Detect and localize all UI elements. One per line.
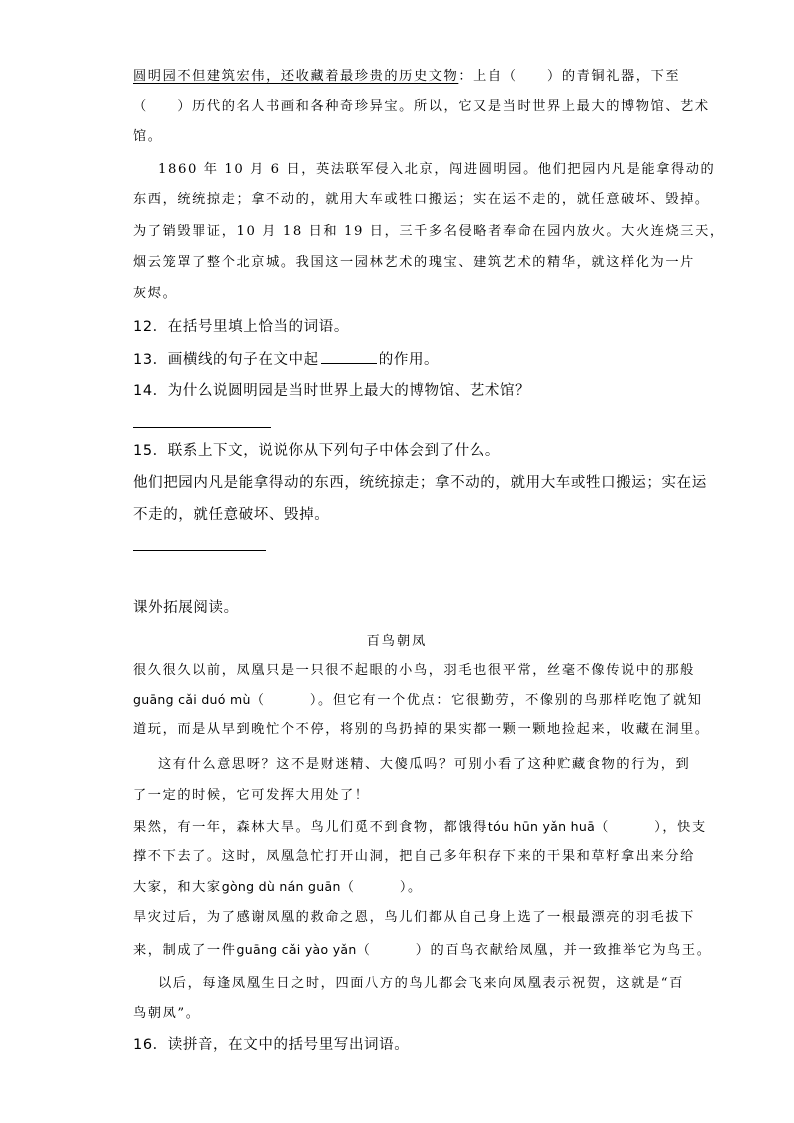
pinyin: guāng cǎi duó mù	[133, 692, 251, 707]
section-heading: 课外拓展阅读。	[133, 600, 239, 616]
passage-line: 圆明园不但建筑宏伟，还收藏着最珍贵的历史文物：上自（ ）的青铜礼器，下至	[133, 69, 681, 84]
passage-line: 了一定的时候，它可发挥大用处了！	[133, 788, 370, 803]
passage-line: 这有什么意思呀？这不是财迷精、大傻瓜吗？可别小看了这种贮藏食物的行为，到	[158, 757, 691, 772]
underlined-sentence: 圆明园不但建筑宏伟，还收藏着最珍贵的历史文物	[133, 69, 459, 84]
passage-line: 为了销毁罪证，10 月 18 日和 19 日，三千多名侵略者奉命在园内放火。大火连烧三天，	[133, 224, 725, 239]
question-14: 14．为什么说圆明园是当时世界上最大的博物馆、艺术馆？	[133, 383, 531, 399]
answer-line[interactable]	[133, 427, 271, 428]
question-15: 15．联系上下文，说说你从下列句子中体会到了什么。	[133, 443, 500, 459]
passage-line: 烟云笼罩了整个北京城。我国这一园林艺术的瑰宝、建筑艺术的精华，就这样化为一片	[133, 255, 695, 270]
passage-line: 鸟朝凤”。	[133, 1006, 201, 1021]
question-13: 13．画横线的句子在文中起 的作用。	[133, 348, 439, 371]
pinyin: guāng cǎi yào yǎn	[236, 942, 357, 957]
passage-line: 以后，每逢凤凰生日之时，四面八方的鸟儿都会飞来向凤凰表示祝贺，这就是“百	[158, 976, 684, 991]
passage-title: 百鸟朝凤	[366, 634, 428, 649]
passage-line: 很久很久以前，凤凰只是一只很不起眼的小鸟，羽毛也很平常，丝毫不像传说中的那般	[133, 663, 695, 678]
passage-line: 撑不下去了。这时，凤凰急忙打开山洞，把自己多年积存下来的干果和草籽拿出来分给	[133, 849, 695, 864]
passage-line: 馆。	[133, 129, 163, 144]
passage-line: 旱灾过后，为了感谢凤凰的救命之恩，鸟儿们都从自己身上选了一根最漂亮的羽毛拔下	[133, 910, 695, 925]
passage-line: guāng cǎi duó mù（ ）。但它有一个优点：它很勤劳，不像别的鸟那样吃饱了就知	[133, 692, 703, 708]
question-12: 12．在括号里填上恰当的词语。	[133, 319, 349, 335]
passage-line: 来，制成了一件guāng cǎi yào yǎn（ ）的百鸟衣献给凤凰，并一致推举它为鸟王。	[133, 942, 712, 958]
passage-line: 灰烬。	[133, 286, 178, 301]
passage-line: 1860 年 10 月 6 日，英法联军侵入北京，闯进圆明园。他们把园内凡是能拿得动的	[158, 162, 716, 177]
question-15-sentence: 不走的，就任意破坏、毁掉。	[133, 507, 330, 523]
passage-line: 大家，和大家gòng dù nán guān（ ）。	[133, 879, 423, 895]
passage-line: 东西，统统掠走；拿不动的，就用大车或牲口搬运；实在运不走的，就任意破坏、毁掉。	[133, 192, 710, 207]
question-15-sentence: 他们把园内凡是能拿得动的东西，统统掠走；拿不动的，就用大车或牲口搬运；实在运	[133, 475, 707, 491]
question-16: 16．读拼音，在文中的括号里写出词语。	[133, 1037, 410, 1053]
pinyin: tóu hūn yǎn huā	[487, 819, 596, 834]
passage-line: 道玩，而是从早到晚忙个不停，将别的鸟扔掉的果实都一颗一颗地捡起来，收藏在洞里。	[133, 722, 710, 737]
passage-line: （ ）历代的名人书画和各种奇珍异宝。所以，它又是当时世界上最大的博物馆、艺术	[133, 99, 710, 114]
passage-line: 果然，有一年，森林大旱。鸟儿们觅不到食物，都饿得tóu hūn yǎn huā（ ），快支	[133, 819, 707, 835]
answer-line[interactable]	[133, 550, 266, 551]
answer-blank[interactable]	[321, 348, 377, 364]
pinyin: gòng dù nán guān	[221, 879, 341, 894]
